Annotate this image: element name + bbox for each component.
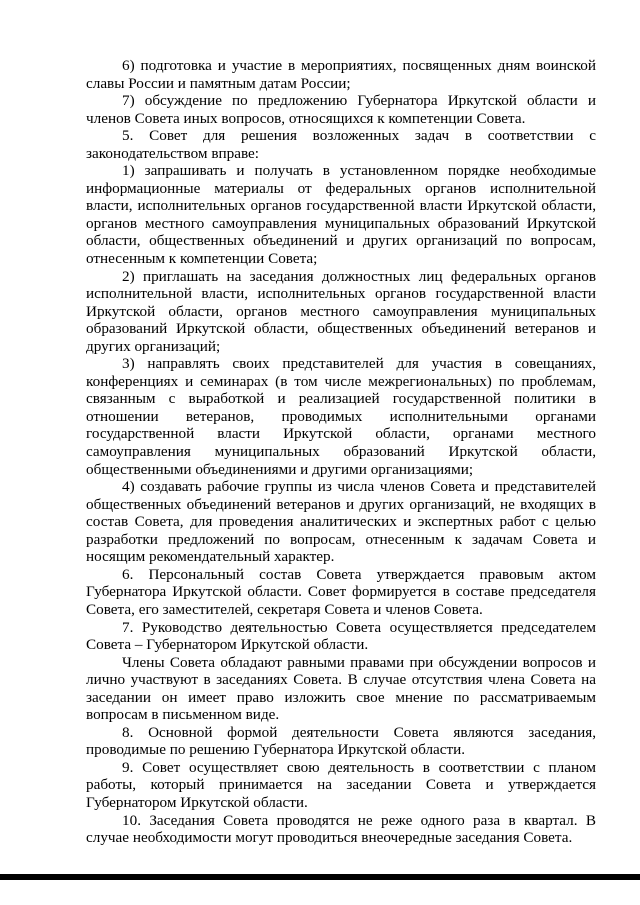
paragraph-right-3-delegate: 3) направлять своих представителей для участия в совещаниях, конференциях и семинарах (в том числе межрегиональных) по проблемам, связанным с выработкой и реализацией государственной политики в отношении ветеранов, проводимых исполнительными органами государственной власти Иркутской области, органами местного самоуправления муниципальных образований Иркутской области, общественными объединениями и другими организациями; <box>86 355 596 478</box>
paragraph-section-9-plan: 9. Совет осуществляет свою деятельность в соответствии с планом работы, который принимается на заседании Совета и утверждается Губернатором Иркутской области. <box>86 758 596 811</box>
paragraph-section-6-composition: 6. Персональный состав Совета утверждается правовым актом Губернатора Иркутской области. Совет формируется в составе председателя Совета, его заместителей, секретаря Совета и членов Совета. <box>86 565 596 618</box>
paragraph-right-4-working-groups: 4) создавать рабочие группы из числа членов Совета и представителей общественных объединений ветеранов и других организаций, не входящих в состав Совета, для проведения аналитических и экспертных работ с целью разработки предложений по вопросам, отнесенным к задачам Совета и носящим рекомендательный характер. <box>86 478 596 566</box>
page-bottom-border <box>0 874 640 880</box>
paragraph-item-7-discussion: 7) обсуждение по предложению Губернатора Иркутской области и членов Совета иных вопросов, относящихся к компетенции Совета. <box>86 92 596 127</box>
paragraph-right-2-invite: 2) приглашать на заседания должностных лиц федеральных органов исполнительной власти, исполнительных органов государственной власти Иркутской области, органов местного самоуправления муниципальных образований Иркутской области, общественных объединений ветеранов и других организаций; <box>86 267 596 355</box>
paragraph-section-8-meetings: 8. Основной формой деятельности Совета являются заседания, проводимые по решению Губернатора Иркутской области. <box>86 723 596 759</box>
paragraph-item-6-events: 6) подготовка и участие в мероприятиях, посвященных дням воинской славы России и памятным датам России; <box>86 57 596 92</box>
paragraph-right-1-request: 1) запрашивать и получать в установленном порядке необходимые информационные материалы от федеральных органов исполнительной власти, исполнительных органов государственной власти Иркутской области, органов местного самоуправления муниципальных образований Иркутской области, общественных объединений и других организаций по вопросам, отнесенным к компетенции Совета; <box>86 162 596 268</box>
paragraph-section-7-leadership: 7. Руководство деятельностью Совета осуществляется председателем Совета – Губернатором Иркутской области. <box>86 618 596 654</box>
paragraph-members-rights: Члены Совета обладают равными правами при обсуждении вопросов и лично участвуют в заседаниях Совета. В случае отсутствия члена Совета на заседании он имеет право изложить свое мнение по рассматриваемым вопросам в письменном виде. <box>86 653 596 724</box>
document-page <box>86 57 596 847</box>
paragraph-section-5-rights: 5. Совет для решения возложенных задач в соответствии с законодательством вправе: <box>86 127 596 162</box>
paragraph-section-10-frequency: 10. Заседания Совета проводятся не реже одного раза в квартал. В случае необходимости могут проводиться внеочередные заседания Совета. <box>86 811 596 847</box>
